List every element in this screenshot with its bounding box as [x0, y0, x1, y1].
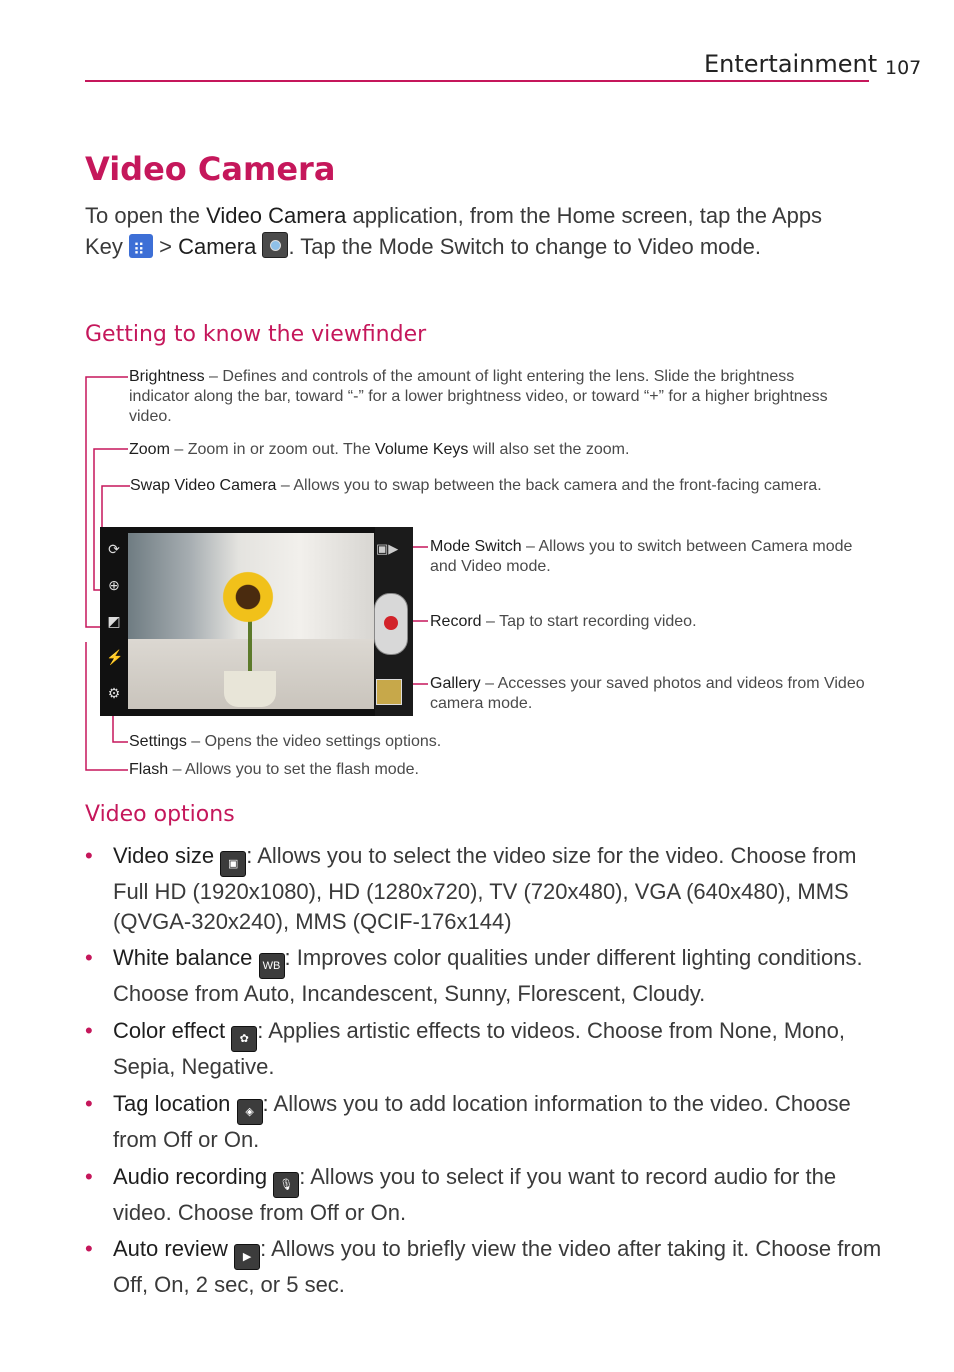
intro-text-3: >	[153, 234, 179, 259]
option-desc: : Applies artistic effects to videos. Choose from None, Mono, Sepia, Negative.	[113, 1018, 846, 1079]
zoom-icon[interactable]: ⊕	[108, 577, 120, 593]
callout-zoom	[129, 440, 859, 460]
intro-text-1: To open the	[85, 203, 207, 228]
bullet-dot: •	[85, 1236, 93, 1261]
option-desc: : Allows you to select the video size for the video. Choose from Full HD (1920x1080), HD (1280x720), TV (720x480), VGA (640x480), MMS (QVGA-320x240), MMS (QCIF-176x144)	[113, 843, 857, 934]
callout-desc: – Defines and controls of the amount of light entering the lens. Slide the brightness indicator along the bar, toward “-” for a lower brightness video, or toward “+” for a higher brightness video.	[129, 368, 828, 425]
section-title: Entertainment	[704, 50, 878, 78]
callout-desc: – Tap to start recording video.	[481, 613, 697, 630]
callout-desc: – Allows you to set the flash mode.	[168, 761, 419, 778]
swap-camera-icon[interactable]: ⟳	[108, 541, 120, 557]
photo-sunflower	[220, 569, 276, 625]
intro-text-2: application, from the Home screen, tap the Apps Key	[85, 203, 823, 259]
callout-desc: – Allows you to swap between the back camera and the front-facing camera.	[276, 477, 822, 494]
callout-desc: – Accesses your saved photos and videos from Video camera mode.	[430, 675, 865, 712]
bullet-dot: •	[85, 945, 93, 970]
auto-review-icon: ▶	[234, 1244, 260, 1270]
bullet-dot: •	[85, 1164, 93, 1189]
option-desc: : Allows you to briefly view the video after taking it. Choose from Off, On, 2 sec, or 5 sec.	[113, 1236, 882, 1297]
option-desc: : Allows you to select if you want to record audio for the video. Choose from Off or On.	[113, 1164, 837, 1225]
callout-brightness	[129, 367, 859, 427]
gallery-thumbnail[interactable]	[376, 679, 402, 705]
callout-desc: – Opens the video settings options.	[186, 733, 442, 750]
bullet-dot: •	[85, 843, 93, 868]
callout-flash	[129, 760, 729, 780]
callout-term: Zoom	[129, 441, 170, 458]
option-desc: : Improves color qualities under different lighting conditions. Choose from Auto, Incandescent, Sunny, Florescent, Cloudy.	[113, 945, 863, 1006]
callout-term-2: Volume Keys	[375, 441, 469, 458]
option-term: Auto review	[113, 1236, 228, 1261]
option-term: White balance	[113, 945, 253, 970]
callout-term: Settings	[129, 733, 187, 750]
option-tag-location	[85, 1089, 885, 1155]
option-auto-review	[85, 1234, 885, 1300]
white-balance-icon: WB	[259, 953, 285, 979]
brightness-icon[interactable]: ◩	[107, 613, 121, 629]
option-term: Color effect	[113, 1018, 226, 1043]
microphone-icon: 🎙	[273, 1172, 299, 1198]
callout-gallery	[430, 674, 870, 714]
callout-desc: – Zoom in or zoom out. The	[169, 441, 376, 458]
flash-icon[interactable]: ⚡	[106, 649, 124, 665]
callout-term: Brightness	[129, 368, 205, 385]
intro-camera: Camera	[178, 234, 257, 259]
option-video-size	[85, 841, 885, 937]
record-button[interactable]	[374, 593, 408, 655]
callout-settings	[129, 732, 729, 752]
option-white-balance	[85, 943, 885, 1009]
option-term: Audio recording	[113, 1164, 268, 1189]
callout-swap	[130, 476, 850, 496]
viewfinder-photo	[128, 533, 374, 709]
option-term: Video size	[113, 843, 215, 868]
page-title: Video Camera	[85, 150, 336, 188]
tag-location-icon: ◈	[237, 1099, 263, 1125]
option-desc: : Allows you to add location information to the video. Choose from Off or On.	[113, 1091, 851, 1152]
bullet-dot: •	[85, 1091, 93, 1116]
video-options-heading: Video options	[85, 802, 235, 827]
option-audio-recording	[85, 1162, 885, 1228]
callout-desc: – Allows you to switch between Camera mode and Video mode.	[430, 538, 853, 575]
photo-pot	[224, 671, 276, 707]
callout-term: Gallery	[430, 675, 481, 692]
callout-term: Swap Video Camera	[130, 477, 277, 494]
callout-record	[430, 612, 870, 632]
color-effect-icon: ✿	[231, 1026, 257, 1052]
intro-video-camera: Video Camera	[206, 203, 347, 228]
viewfinder-heading: Getting to know the viewfinder	[85, 322, 427, 347]
viewfinder-screenshot	[100, 527, 413, 716]
callout-mode-switch	[430, 537, 870, 577]
page-number: 107	[885, 57, 922, 79]
callout-desc-2: will also set the zoom.	[468, 441, 630, 458]
bullet-dot: •	[85, 1018, 93, 1043]
settings-icon[interactable]: ⚙	[107, 685, 121, 701]
option-color-effect	[85, 1016, 885, 1082]
callout-term: Record	[430, 613, 482, 630]
video-size-icon: ▣	[220, 851, 246, 877]
callout-term: Mode Switch	[430, 538, 522, 555]
intro-text-4: . Tap the Mode Switch to change to Video mode.	[288, 234, 761, 259]
option-term: Tag location	[113, 1091, 231, 1116]
mode-switch-icon[interactable]: ▣▶	[376, 541, 399, 556]
callout-term: Flash	[129, 761, 169, 778]
